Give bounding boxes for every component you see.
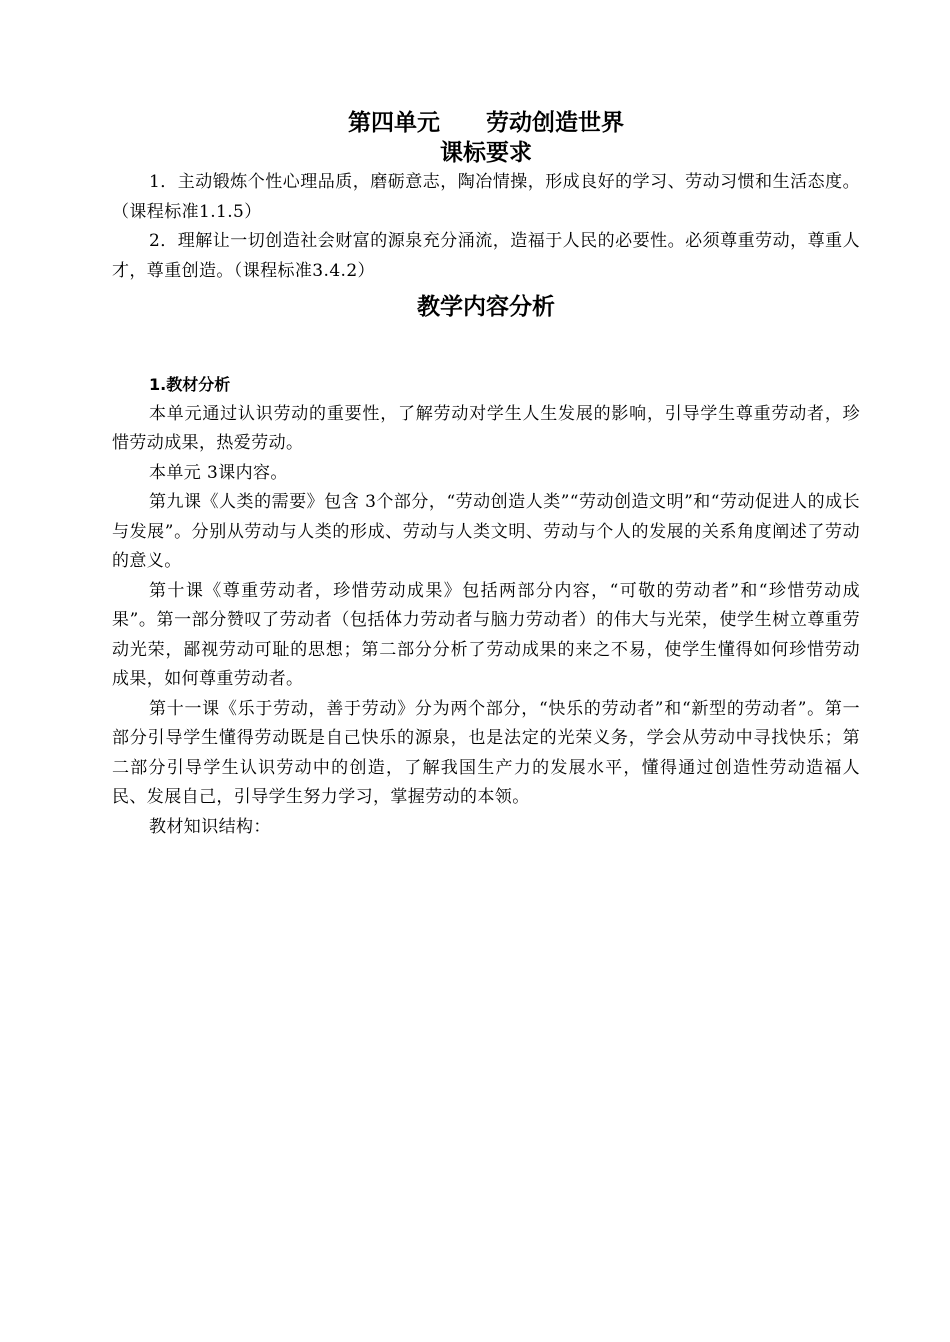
curriculum-requirements-heading: 课标要求 — [440, 140, 532, 166]
knowledge-structure-label: 教材知识结构： — [149, 816, 271, 837]
requirement-item-1: 1．主动锻炼个性心理品质，磨砺意志，陶冶情操，形成良好的学习、劳动习惯和生活态度。（课程标准1.1.5） — [112, 172, 860, 222]
analysis-paragraph-intro: 本单元通过认识劳动的重要性，了解劳动对学生人生发展的影响，引导学生尊重劳动者，珍惜劳动成果，热爱劳动。 — [112, 403, 860, 453]
analysis-paragraph-lesson-11: 第十一课《乐于劳动，善于劳动》分为两个部分，“快乐的劳动者”和“新型的劳动者”。第一部分引导学生懂得劳动既是自己快乐的源泉，也是法定的光荣义务，学会从劳动中寻找快乐；第二部分引导学生认识劳动中的创造，了解我国生产力的发展水平，懂得通过创造性劳动造福人民、发展自己，引导学生努力学习，掌握劳动的本领。 — [112, 698, 860, 807]
requirement-item-2: 2．理解让一切创造社会财富的源泉充分涌流，造福于人民的必要性。必须尊重劳动，尊重人才，尊重创造。（课程标准3.4.2） — [112, 231, 860, 281]
analysis-paragraph-lesson-count: 本单元 3课内容。 — [149, 462, 288, 483]
analysis-paragraph-lesson-9: 第九课《人类的需要》包含 3个部分，“劳动创造人类”“劳动创造文明”和“劳动促进人的成长与发展”。分别从劳动与人类的形成、劳动与人类文明、劳动与个人的发展的关系角度阐述了劳动的意义。 — [112, 492, 860, 571]
unit-title: 第四单元 劳动创造世界 — [348, 110, 624, 136]
analysis-paragraph-lesson-10: 第十课《尊重劳动者，珍惜劳动成果》包括两部分内容，“可敬的劳动者”和“珍惜劳动成果”。第一部分赞叹了劳动者（包括体力劳动者与脑力劳动者）的伟大与光荣，使学生树立尊重劳动光荣，鄙视劳动可耻的思想；第二部分分析了劳动成果的来之不易，使学生懂得如何珍惜劳动成果，如何尊重劳动者。 — [112, 580, 860, 689]
textbook-analysis-subheading: 1.教材分析 — [149, 375, 231, 394]
content-analysis-heading: 教学内容分析 — [417, 294, 555, 320]
document-page — [112, 108, 860, 842]
